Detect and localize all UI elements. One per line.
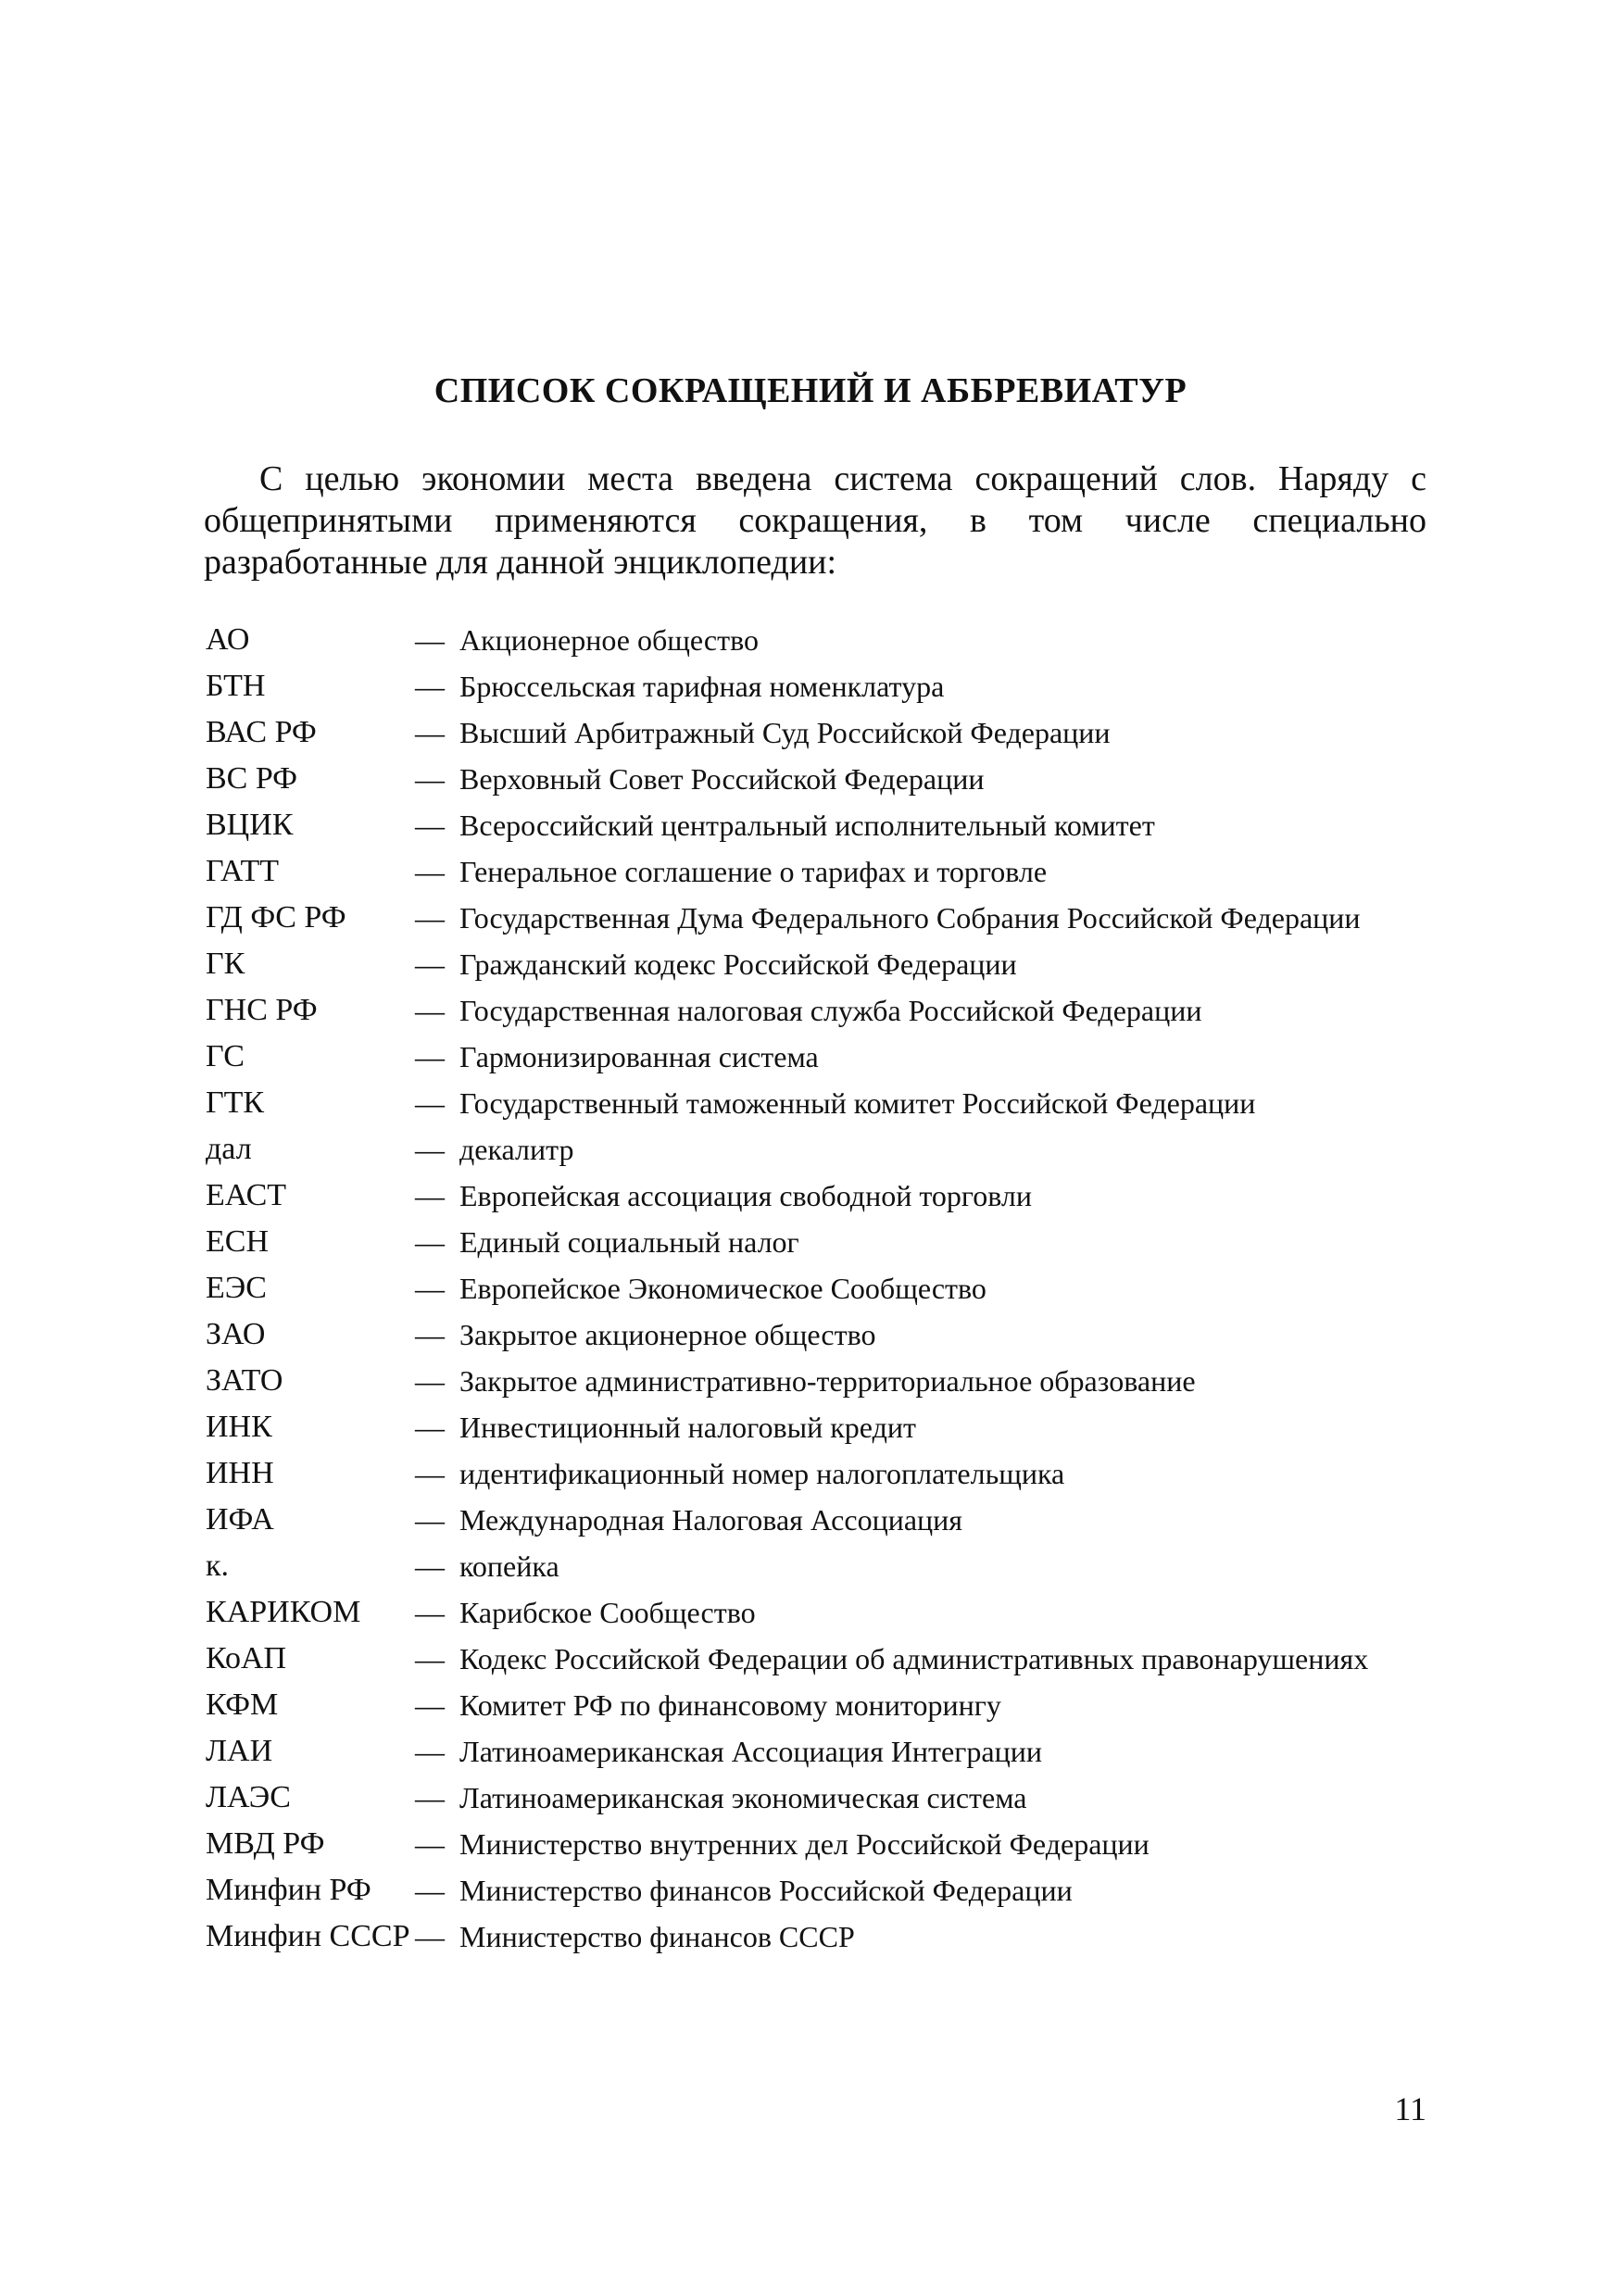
abbreviation-term: ВЦИК bbox=[206, 808, 294, 842]
abbreviation-term: ЗАТО bbox=[206, 1363, 283, 1398]
abbreviation-term: БТН bbox=[206, 669, 266, 703]
abbreviation-term: ЗАО bbox=[206, 1317, 266, 1351]
abbreviation-row bbox=[206, 1826, 1428, 1862]
abbreviation-term: к. bbox=[206, 1549, 230, 1583]
dash-separator: — bbox=[415, 1688, 445, 1722]
dash-separator: — bbox=[415, 1272, 445, 1305]
abbreviation-definition: Высший Арбитражный Суд Российской Федерации bbox=[459, 716, 1111, 749]
abbreviation-row bbox=[206, 1039, 1428, 1074]
dash-separator: — bbox=[415, 901, 445, 935]
abbreviation-term: ГНС РФ bbox=[206, 993, 318, 1027]
abbreviation-row bbox=[206, 900, 1428, 935]
abbreviation-row bbox=[206, 1641, 1428, 1676]
abbreviation-term: ГТК bbox=[206, 1085, 265, 1120]
abbreviation-definition: Инвестиционный налоговый кредит bbox=[459, 1411, 916, 1444]
abbreviation-definition: Гражданский кодекс Российской Федерации bbox=[459, 947, 1017, 981]
abbreviation-row bbox=[206, 1873, 1428, 1908]
abbreviation-row bbox=[206, 1085, 1428, 1121]
dash-separator: — bbox=[415, 1781, 445, 1814]
dash-separator: — bbox=[415, 947, 445, 981]
abbreviation-row bbox=[206, 854, 1428, 889]
abbreviation-definition: Латиноамериканская Ассоциация Интеграции bbox=[459, 1735, 1042, 1768]
abbreviation-definition: Европейское Экономическое Сообщество bbox=[459, 1272, 986, 1305]
abbreviation-row bbox=[206, 669, 1428, 704]
dash-separator: — bbox=[415, 1549, 445, 1583]
abbreviation-definition: Государственная Дума Федерального Собрания Российской Федерации bbox=[459, 901, 1361, 935]
abbreviation-definition: Министерство внутренних дел Российской Федерации bbox=[459, 1827, 1150, 1861]
abbreviation-row bbox=[206, 1502, 1428, 1537]
abbreviation-term: ИНК bbox=[206, 1410, 272, 1444]
dash-separator: — bbox=[415, 1596, 445, 1629]
abbreviation-row bbox=[206, 1687, 1428, 1723]
abbreviation-term: ЕСН bbox=[206, 1224, 269, 1259]
dash-separator: — bbox=[415, 623, 445, 657]
abbreviation-definition: Министерство финансов СССР bbox=[459, 1920, 855, 1953]
abbreviation-term: ВС РФ bbox=[206, 761, 298, 796]
abbreviation-row bbox=[206, 622, 1428, 658]
dash-separator: — bbox=[415, 1827, 445, 1861]
dash-separator: — bbox=[415, 1874, 445, 1907]
abbreviation-definition: Единый социальный налог bbox=[459, 1225, 799, 1259]
abbreviation-definition: Акционерное общество bbox=[459, 623, 759, 657]
abbreviation-row bbox=[206, 1224, 1428, 1260]
abbreviation-term: ЛАЭС bbox=[206, 1780, 291, 1814]
abbreviation-definition: Карибское Сообщество bbox=[459, 1596, 756, 1629]
abbreviation-term: ЕЭС bbox=[206, 1271, 267, 1305]
abbreviation-definition: Гармонизированная система bbox=[459, 1040, 819, 1073]
abbreviation-row bbox=[206, 947, 1428, 982]
dash-separator: — bbox=[415, 1735, 445, 1768]
dash-separator: — bbox=[415, 1133, 445, 1166]
abbreviation-definition: Комитет РФ по финансовому мониторингу bbox=[459, 1688, 1001, 1722]
abbreviation-term: КоАП bbox=[206, 1641, 287, 1675]
dash-separator: — bbox=[415, 1225, 445, 1259]
abbreviation-term: ИФА bbox=[206, 1502, 274, 1537]
abbreviation-term: АО bbox=[206, 622, 250, 657]
abbreviation-definition: Министерство финансов Российской Федерации bbox=[459, 1874, 1073, 1907]
abbreviation-term: ГД ФС РФ bbox=[206, 900, 346, 935]
abbreviation-definition: Государственная налоговая служба Российской Федерации bbox=[459, 994, 1202, 1027]
abbreviation-definition: Генеральное соглашение о тарифах и торговле bbox=[459, 855, 1048, 888]
abbreviation-definition: Международная Налоговая Ассоциация bbox=[459, 1503, 962, 1537]
dash-separator: — bbox=[415, 1318, 445, 1351]
dash-separator: — bbox=[415, 762, 445, 796]
abbreviation-term: ГАТТ bbox=[206, 854, 280, 888]
abbreviation-definition: Брюссельская тарифная номенклатура bbox=[459, 670, 945, 703]
abbreviation-term: дал bbox=[206, 1132, 252, 1166]
abbreviation-term: ИНН bbox=[206, 1456, 274, 1490]
abbreviation-row bbox=[206, 761, 1428, 797]
abbreviation-row bbox=[206, 1595, 1428, 1630]
abbreviation-row bbox=[206, 1549, 1428, 1584]
abbreviation-term: ГК bbox=[206, 947, 245, 981]
abbreviation-definition: копейка bbox=[459, 1549, 559, 1583]
dash-separator: — bbox=[415, 1642, 445, 1675]
dash-separator: — bbox=[415, 1457, 445, 1490]
abbreviation-row bbox=[206, 1178, 1428, 1213]
abbreviation-row bbox=[206, 1363, 1428, 1399]
dash-separator: — bbox=[415, 670, 445, 703]
abbreviation-row bbox=[206, 1780, 1428, 1815]
abbreviation-definition: Латиноамериканская экономическая система bbox=[459, 1781, 1027, 1814]
abbreviation-list bbox=[206, 622, 1428, 1965]
dash-separator: — bbox=[415, 1179, 445, 1212]
abbreviation-term: МВД РФ bbox=[206, 1826, 325, 1861]
abbreviation-definition: Верховный Совет Российской Федерации bbox=[459, 762, 985, 796]
dash-separator: — bbox=[415, 809, 445, 842]
abbreviation-term: ГС bbox=[206, 1039, 245, 1073]
abbreviation-term: ЛАИ bbox=[206, 1734, 273, 1768]
dash-separator: — bbox=[415, 1040, 445, 1073]
abbreviation-definition: идентификационный номер налогоплательщика bbox=[459, 1457, 1065, 1490]
dash-separator: — bbox=[415, 716, 445, 749]
abbreviation-definition: декалитр bbox=[459, 1133, 574, 1166]
abbreviation-row bbox=[206, 1317, 1428, 1352]
abbreviation-term: КФМ bbox=[206, 1687, 279, 1722]
abbreviation-row bbox=[206, 1132, 1428, 1167]
abbreviation-definition: Закрытое административно-территориальное образование bbox=[459, 1364, 1196, 1398]
abbreviation-definition: Кодекс Российской Федерации об административных правонарушениях bbox=[459, 1642, 1369, 1675]
dash-separator: — bbox=[415, 1503, 445, 1537]
dash-separator: — bbox=[415, 1086, 445, 1120]
abbreviation-definition: Государственный таможенный комитет Российской Федерации bbox=[459, 1086, 1256, 1120]
abbreviation-row bbox=[206, 808, 1428, 843]
abbreviation-row bbox=[206, 1410, 1428, 1445]
dash-separator: — bbox=[415, 994, 445, 1027]
abbreviation-definition: Всероссийский центральный исполнительный комитет bbox=[459, 809, 1155, 842]
abbreviation-term: ЕАСТ bbox=[206, 1178, 287, 1212]
abbreviation-definition: Европейская ассоциация свободной торговли bbox=[459, 1179, 1032, 1212]
abbreviation-row bbox=[206, 1734, 1428, 1769]
abbreviation-term: Минфин СССР bbox=[206, 1919, 410, 1953]
abbreviation-row bbox=[206, 1919, 1428, 1954]
dash-separator: — bbox=[415, 1920, 445, 1953]
abbreviation-term: ВАС РФ bbox=[206, 715, 317, 749]
abbreviation-term: Минфин РФ bbox=[206, 1873, 371, 1907]
page-number: 11 bbox=[1394, 2090, 1426, 2127]
abbreviation-definition: Закрытое акционерное общество bbox=[459, 1318, 876, 1351]
dash-separator: — bbox=[415, 855, 445, 888]
abbreviation-row bbox=[206, 1271, 1428, 1306]
abbreviation-row bbox=[206, 993, 1428, 1028]
abbreviation-term: КАРИКОМ bbox=[206, 1595, 361, 1629]
abbreviation-row bbox=[206, 1456, 1428, 1491]
dash-separator: — bbox=[415, 1411, 445, 1444]
intro-paragraph: С целью экономии места введена система сокращений слов. Наряду с общепринятыми применяются сокращения, в том числе специально разработанные для данной энциклопедии: bbox=[204, 459, 1426, 582]
page-title: СПИСОК СОКРАЩЕНИЙ И АББРЕВИАТУР bbox=[434, 371, 1187, 410]
dash-separator: — bbox=[415, 1364, 445, 1398]
abbreviation-row bbox=[206, 715, 1428, 750]
